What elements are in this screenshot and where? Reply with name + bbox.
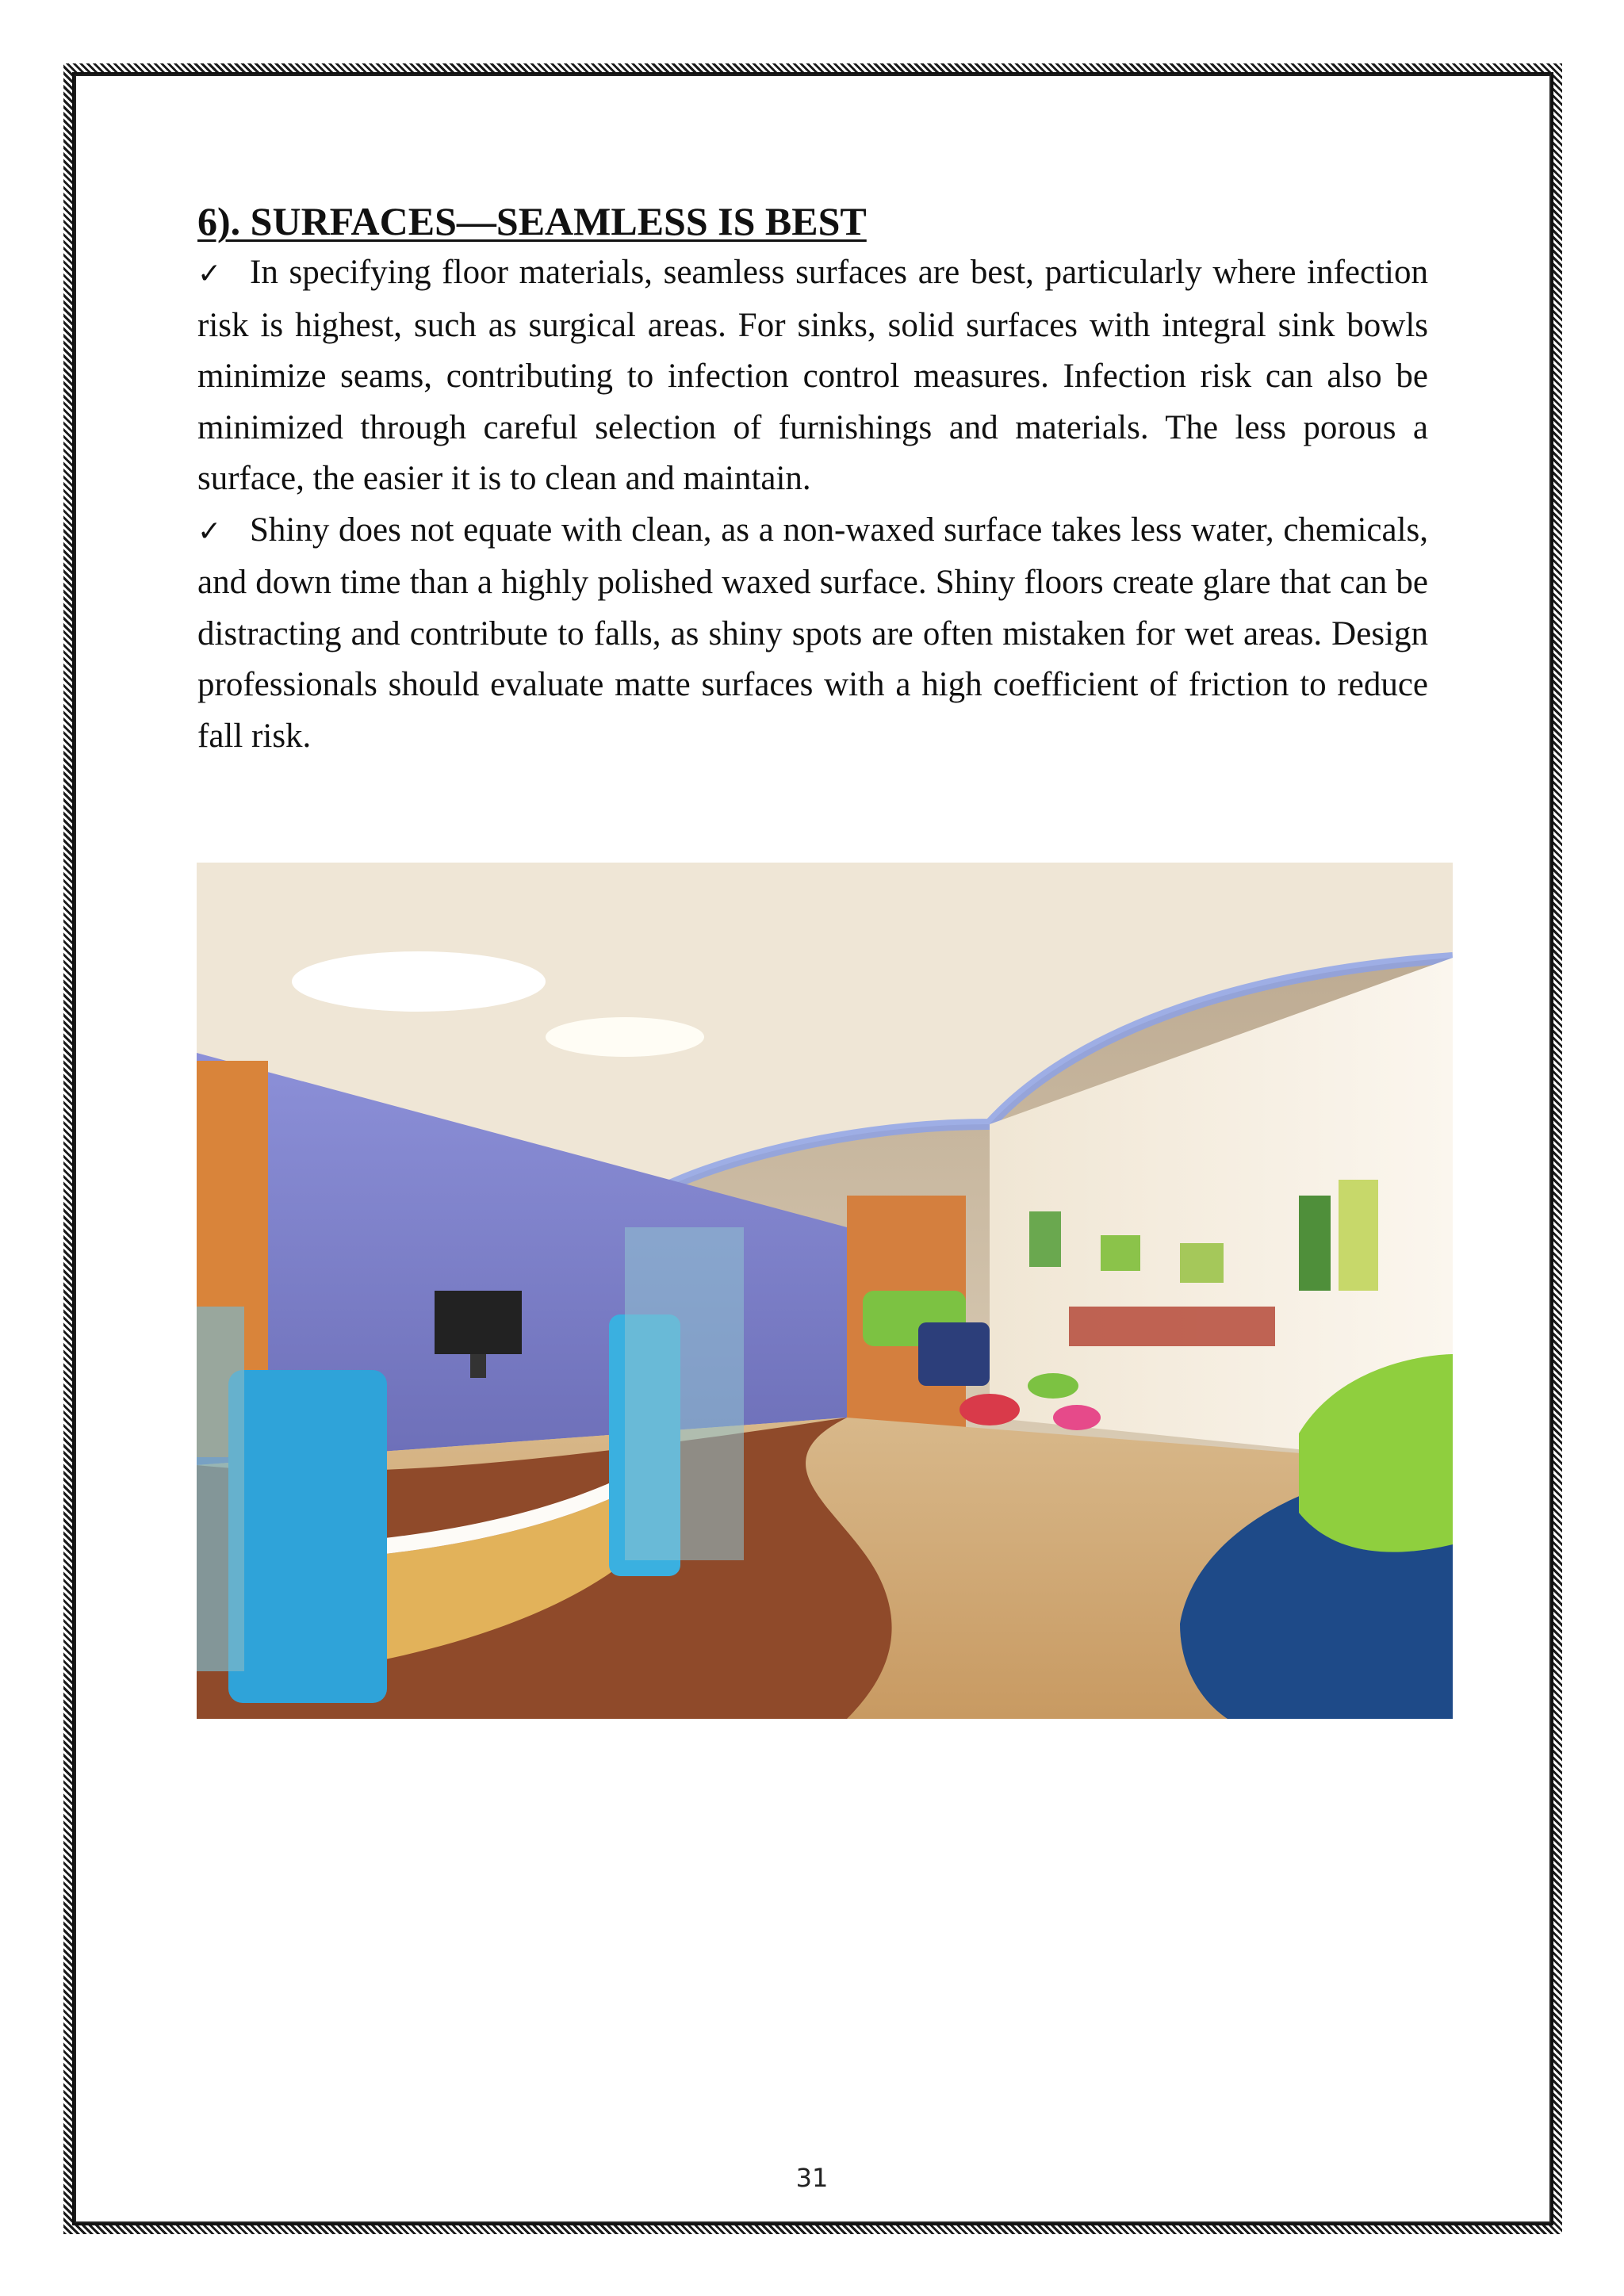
paragraph-text: Shiny does not equate with clean, as a non-waxed surface takes less water, chemicals, and down time than a highly polished waxed surface. Shiny floors create glare that can be distracting and contribute to falls, as shiny spots are often mistaken for wet areas. Design professionals should evaluate matte surfaces with a high coefficient of friction to reduce fall risk. [197, 511, 1428, 755]
section-heading: 6). SURFACES—SEAMLESS IS BEST [197, 199, 867, 243]
hospital-lobby-photo [197, 863, 1453, 1719]
page-content [197, 197, 1428, 762]
page-number: 31 [795, 2163, 829, 2193]
checkmark-icon: ✓ [197, 515, 222, 548]
paragraph-shiny-floors [197, 505, 1428, 763]
checkmark-icon: ✓ [197, 258, 222, 290]
paragraph-text: In specifying floor materials, seamless surfaces are best, particularly where infection risk is highest, such as surgical areas. For sinks, solid surfaces with integral sink bowls minimize seams, contributing to infection control measures. Infection risk can also be minimized through careful selection of furnishings and materials. The less porous a surface, the easier it is to clean and maintain. [197, 254, 1428, 497]
paragraph-seamless-surfaces [197, 247, 1428, 505]
